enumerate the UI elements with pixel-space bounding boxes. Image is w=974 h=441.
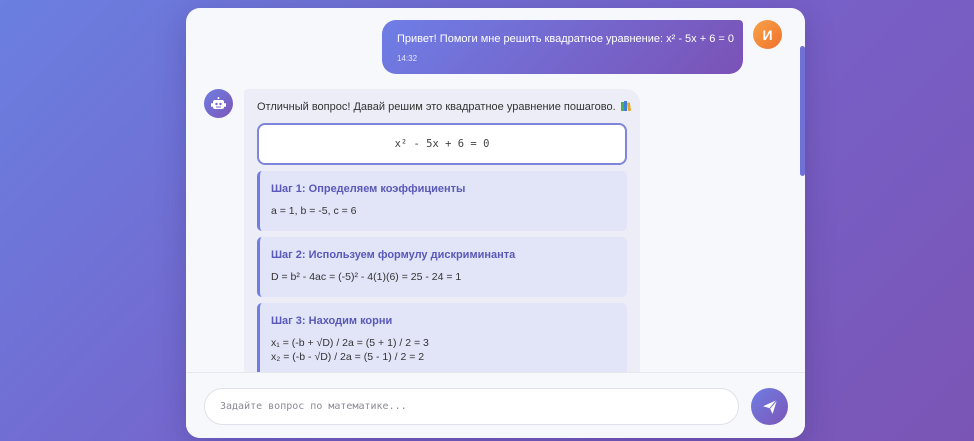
step-card xyxy=(257,237,627,297)
step-body xyxy=(271,336,615,364)
input-bar xyxy=(186,372,805,438)
step-line: x₂ = (-b - √D) / 2a = (5 - 1) / 2 = 2 xyxy=(271,351,425,363)
bot-message xyxy=(244,89,640,372)
step-body xyxy=(271,204,615,218)
bot-intro xyxy=(257,100,627,114)
step-line: a = 1, b = -5, c = 6 xyxy=(271,205,357,217)
scrollbar-thumb[interactable] xyxy=(800,46,805,176)
user-message xyxy=(382,20,743,74)
question-input[interactable] xyxy=(204,388,739,425)
step-title: Шаг 1: Определяем коэффициенты xyxy=(271,183,466,195)
step-title: Шаг 3: Находим корни xyxy=(271,315,393,327)
chat-window xyxy=(186,8,805,438)
user-message-time: 14:32 xyxy=(397,54,418,63)
step-line: D = b² - 4ac = (-5)² - 4(1)(6) = 25 - 24 = 1 xyxy=(271,271,462,283)
equation-box: x² - 5x + 6 = 0 xyxy=(257,123,627,165)
user-avatar: И xyxy=(753,20,782,49)
bot-avatar xyxy=(204,89,233,118)
send-button[interactable] xyxy=(751,388,788,425)
step-body xyxy=(271,270,615,284)
robot-icon xyxy=(211,97,226,110)
step-line: x₁ = (-b + √D) / 2a = (5 + 1) / 2 = 3 xyxy=(271,337,429,349)
send-icon xyxy=(762,399,778,415)
step-card xyxy=(257,303,627,372)
step-card xyxy=(257,171,627,231)
user-message-text: Привет! Помоги мне решить квадратное уравнение: x² - 5x + 6 = 0 xyxy=(397,33,734,45)
message-list[interactable] xyxy=(186,8,805,372)
bot-intro-text: Отличный вопрос! Давай решим это квадратное уравнение пошагово. xyxy=(257,101,616,113)
step-title: Шаг 2: Используем формулу дискриминанта xyxy=(271,249,516,261)
books-icon xyxy=(621,101,632,111)
